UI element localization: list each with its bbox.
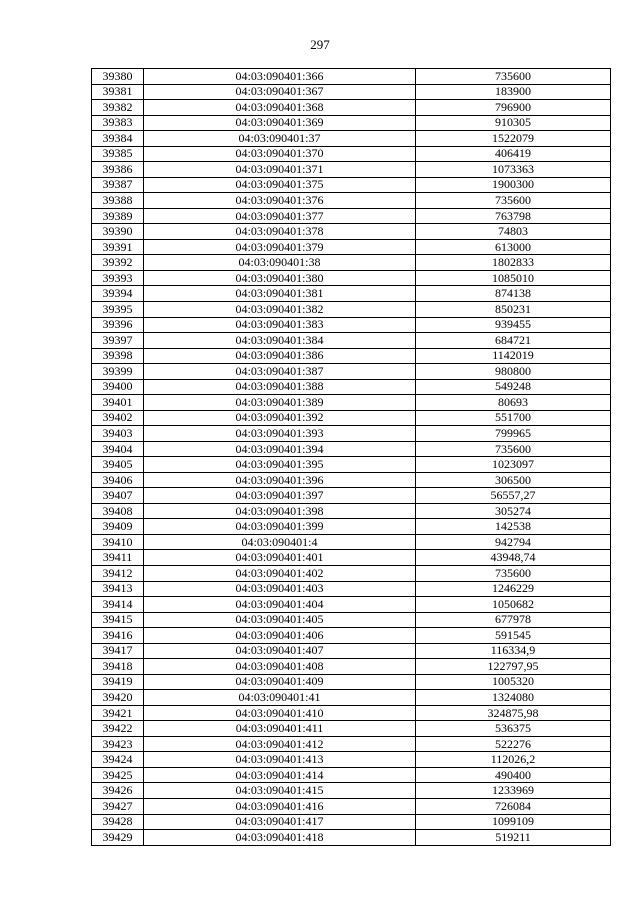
row-number-cell: 39418: [92, 659, 144, 675]
row-number-cell: 39383: [92, 115, 144, 131]
value-cell: 1099109: [416, 814, 611, 830]
value-cell: 549248: [416, 379, 611, 395]
value-cell: 490400: [416, 767, 611, 783]
table-row: [92, 612, 611, 628]
row-number-cell: 39398: [92, 348, 144, 364]
cadastral-number-cell: 04:03:090401:411: [144, 721, 416, 737]
table-row: [92, 333, 611, 349]
cadastral-number-cell: 04:03:090401:371: [144, 162, 416, 178]
row-number-cell: 39408: [92, 503, 144, 519]
row-number-cell: 39411: [92, 550, 144, 566]
table-row: [92, 270, 611, 286]
page-number: 297: [310, 37, 330, 52]
row-number-cell: 39387: [92, 177, 144, 193]
value-cell: 183900: [416, 84, 611, 100]
cadastral-number-cell: 04:03:090401:409: [144, 674, 416, 690]
cadastral-number-cell: 04:03:090401:376: [144, 193, 416, 209]
value-cell: 613000: [416, 239, 611, 255]
cadastral-number-cell: 04:03:090401:383: [144, 317, 416, 333]
value-cell: 939455: [416, 317, 611, 333]
value-cell: 551700: [416, 410, 611, 426]
row-number-cell: 39429: [92, 830, 144, 846]
row-number-cell: 39415: [92, 612, 144, 628]
value-cell: 519211: [416, 830, 611, 846]
row-number-cell: 39390: [92, 224, 144, 240]
value-cell: 1073363: [416, 162, 611, 178]
cadastral-number-cell: 04:03:090401:416: [144, 798, 416, 814]
row-number-cell: 39413: [92, 581, 144, 597]
cadastral-number-cell: 04:03:090401:406: [144, 628, 416, 644]
row-number-cell: 39384: [92, 131, 144, 147]
cadastral-number-cell: 04:03:090401:4: [144, 534, 416, 550]
table-row: [92, 783, 611, 799]
value-cell: 796900: [416, 100, 611, 116]
row-number-cell: 39426: [92, 783, 144, 799]
table-row: [92, 364, 611, 380]
row-number-cell: 39388: [92, 193, 144, 209]
table-row: [92, 301, 611, 317]
value-cell: 116334,9: [416, 643, 611, 659]
table-row: [92, 581, 611, 597]
table-row: [92, 690, 611, 706]
value-cell: 1246229: [416, 581, 611, 597]
row-number-cell: 39395: [92, 301, 144, 317]
table-row: [92, 550, 611, 566]
row-number-cell: 39425: [92, 767, 144, 783]
cadastral-number-cell: 04:03:090401:370: [144, 146, 416, 162]
table-row: [92, 255, 611, 271]
value-cell: 74803: [416, 224, 611, 240]
row-number-cell: 39416: [92, 628, 144, 644]
table-body: [92, 69, 611, 846]
value-cell: 726084: [416, 798, 611, 814]
value-cell: 536375: [416, 721, 611, 737]
table-row: [92, 441, 611, 457]
cadastral-number-cell: 04:03:090401:398: [144, 503, 416, 519]
table-row: [92, 643, 611, 659]
value-cell: 735600: [416, 441, 611, 457]
cadastral-number-cell: 04:03:090401:399: [144, 519, 416, 535]
row-number-cell: 39382: [92, 100, 144, 116]
value-cell: 980800: [416, 364, 611, 380]
table-row: [92, 721, 611, 737]
value-cell: 142538: [416, 519, 611, 535]
table-row: [92, 503, 611, 519]
value-cell: 522276: [416, 736, 611, 752]
row-number-cell: 39402: [92, 410, 144, 426]
cadastral-number-cell: 04:03:090401:412: [144, 736, 416, 752]
table-row: [92, 100, 611, 116]
value-cell: 80693: [416, 395, 611, 411]
row-number-cell: 39422: [92, 721, 144, 737]
cadastral-number-cell: 04:03:090401:380: [144, 270, 416, 286]
table-row: [92, 534, 611, 550]
value-cell: 56557,27: [416, 488, 611, 504]
row-number-cell: 39385: [92, 146, 144, 162]
row-number-cell: 39381: [92, 84, 144, 100]
cadastral-number-cell: 04:03:090401:393: [144, 426, 416, 442]
cadastral-number-cell: 04:03:090401:396: [144, 472, 416, 488]
row-number-cell: 39414: [92, 597, 144, 613]
cadastral-number-cell: 04:03:090401:403: [144, 581, 416, 597]
table-row: [92, 628, 611, 644]
cadastral-number-cell: 04:03:090401:417: [144, 814, 416, 830]
cadastral-number-cell: 04:03:090401:378: [144, 224, 416, 240]
row-number-cell: 39393: [92, 270, 144, 286]
cadastral-number-cell: 04:03:090401:402: [144, 566, 416, 582]
row-number-cell: 39392: [92, 255, 144, 271]
row-number-cell: 39424: [92, 752, 144, 768]
table-row: [92, 814, 611, 830]
cadastral-number-cell: 04:03:090401:415: [144, 783, 416, 799]
cadastral-number-cell: 04:03:090401:413: [144, 752, 416, 768]
table-row: [92, 286, 611, 302]
cadastral-number-cell: 04:03:090401:414: [144, 767, 416, 783]
row-number-cell: 39386: [92, 162, 144, 178]
cadastral-number-cell: 04:03:090401:367: [144, 84, 416, 100]
row-number-cell: 39397: [92, 333, 144, 349]
row-number-cell: 39406: [92, 472, 144, 488]
value-cell: 1324080: [416, 690, 611, 706]
value-cell: 43948,74: [416, 550, 611, 566]
table-row: [92, 379, 611, 395]
table-row: [92, 146, 611, 162]
cadastral-number-cell: 04:03:090401:397: [144, 488, 416, 504]
value-cell: 874138: [416, 286, 611, 302]
table-row: [92, 736, 611, 752]
cadastral-number-cell: 04:03:090401:389: [144, 395, 416, 411]
value-cell: 763798: [416, 208, 611, 224]
value-cell: 850231: [416, 301, 611, 317]
row-number-cell: 39427: [92, 798, 144, 814]
cadastral-number-cell: 04:03:090401:384: [144, 333, 416, 349]
table-row: [92, 193, 611, 209]
value-cell: 1233969: [416, 783, 611, 799]
table-row: [92, 674, 611, 690]
table-row: [92, 224, 611, 240]
value-cell: 324875,98: [416, 705, 611, 721]
value-cell: 1142019: [416, 348, 611, 364]
value-cell: 591545: [416, 628, 611, 644]
table-row: [92, 659, 611, 675]
cadastral-number-cell: 04:03:090401:392: [144, 410, 416, 426]
row-number-cell: 39421: [92, 705, 144, 721]
value-cell: 1522079: [416, 131, 611, 147]
cadastral-number-cell: 04:03:090401:407: [144, 643, 416, 659]
value-cell: 1005320: [416, 674, 611, 690]
table-row: [92, 597, 611, 613]
row-number-cell: 39412: [92, 566, 144, 582]
table-row: [92, 131, 611, 147]
cadastral-value-table: [91, 68, 611, 846]
row-number-cell: 39394: [92, 286, 144, 302]
table-row: [92, 317, 611, 333]
cadastral-number-cell: 04:03:090401:377: [144, 208, 416, 224]
cadastral-number-cell: 04:03:090401:375: [144, 177, 416, 193]
table-row: [92, 472, 611, 488]
row-number-cell: 39419: [92, 674, 144, 690]
table-row: [92, 566, 611, 582]
value-cell: 1023097: [416, 457, 611, 473]
value-cell: 735600: [416, 566, 611, 582]
row-number-cell: 39389: [92, 208, 144, 224]
value-cell: 677978: [416, 612, 611, 628]
cadastral-number-cell: 04:03:090401:41: [144, 690, 416, 706]
value-cell: 1802833: [416, 255, 611, 271]
value-cell: 799965: [416, 426, 611, 442]
cadastral-number-cell: 04:03:090401:386: [144, 348, 416, 364]
cadastral-number-cell: 04:03:090401:404: [144, 597, 416, 613]
value-cell: 122797,95: [416, 659, 611, 675]
table-row: [92, 457, 611, 473]
value-cell: 306500: [416, 472, 611, 488]
row-number-cell: 39405: [92, 457, 144, 473]
row-number-cell: 39399: [92, 364, 144, 380]
value-cell: 1900300: [416, 177, 611, 193]
value-cell: 1085010: [416, 270, 611, 286]
table-row: [92, 84, 611, 100]
cadastral-number-cell: 04:03:090401:38: [144, 255, 416, 271]
row-number-cell: 39417: [92, 643, 144, 659]
table-row: [92, 410, 611, 426]
cadastral-number-cell: 04:03:090401:368: [144, 100, 416, 116]
cadastral-number-cell: 04:03:090401:418: [144, 830, 416, 846]
table-row: [92, 426, 611, 442]
value-cell: 1050682: [416, 597, 611, 613]
cadastral-number-cell: 04:03:090401:388: [144, 379, 416, 395]
table-row: [92, 395, 611, 411]
table-row: [92, 239, 611, 255]
value-cell: 112026,2: [416, 752, 611, 768]
table-row: [92, 115, 611, 131]
table-row: [92, 488, 611, 504]
cadastral-number-cell: 04:03:090401:379: [144, 239, 416, 255]
cadastral-number-cell: 04:03:090401:382: [144, 301, 416, 317]
row-number-cell: 39404: [92, 441, 144, 457]
row-number-cell: 39400: [92, 379, 144, 395]
value-cell: 910305: [416, 115, 611, 131]
row-number-cell: 39409: [92, 519, 144, 535]
row-number-cell: 39380: [92, 69, 144, 85]
table-row: [92, 348, 611, 364]
cadastral-number-cell: 04:03:090401:369: [144, 115, 416, 131]
value-cell: 406419: [416, 146, 611, 162]
cadastral-number-cell: 04:03:090401:387: [144, 364, 416, 380]
value-cell: 942794: [416, 534, 611, 550]
cadastral-number-cell: 04:03:090401:394: [144, 441, 416, 457]
table-row: [92, 177, 611, 193]
row-number-cell: 39407: [92, 488, 144, 504]
row-number-cell: 39396: [92, 317, 144, 333]
value-cell: 305274: [416, 503, 611, 519]
cadastral-number-cell: 04:03:090401:37: [144, 131, 416, 147]
row-number-cell: 39403: [92, 426, 144, 442]
table-row: [92, 767, 611, 783]
row-number-cell: 39428: [92, 814, 144, 830]
row-number-cell: 39401: [92, 395, 144, 411]
table-row: [92, 69, 611, 85]
row-number-cell: 39410: [92, 534, 144, 550]
row-number-cell: 39391: [92, 239, 144, 255]
table-row: [92, 798, 611, 814]
table-row: [92, 519, 611, 535]
table-row: [92, 208, 611, 224]
table-row: [92, 162, 611, 178]
cadastral-number-cell: 04:03:090401:408: [144, 659, 416, 675]
value-cell: 684721: [416, 333, 611, 349]
cadastral-number-cell: 04:03:090401:405: [144, 612, 416, 628]
value-cell: 735600: [416, 193, 611, 209]
table-row: [92, 830, 611, 846]
cadastral-number-cell: 04:03:090401:410: [144, 705, 416, 721]
cadastral-number-cell: 04:03:090401:366: [144, 69, 416, 85]
cadastral-number-cell: 04:03:090401:381: [144, 286, 416, 302]
row-number-cell: 39423: [92, 736, 144, 752]
cadastral-number-cell: 04:03:090401:395: [144, 457, 416, 473]
value-cell: 735600: [416, 69, 611, 85]
table-row: [92, 705, 611, 721]
table-row: [92, 752, 611, 768]
row-number-cell: 39420: [92, 690, 144, 706]
cadastral-number-cell: 04:03:090401:401: [144, 550, 416, 566]
